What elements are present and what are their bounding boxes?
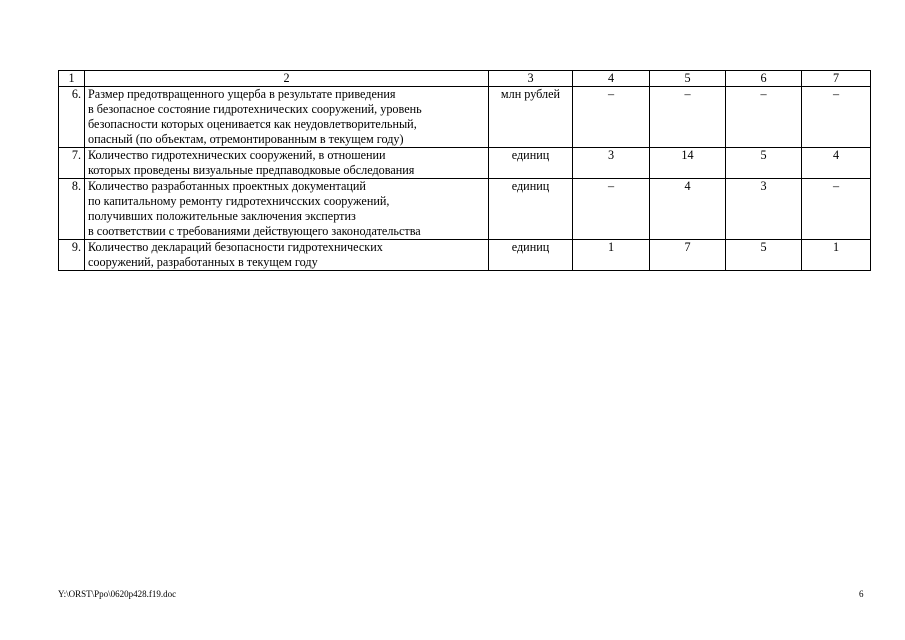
- header-cell: 3: [489, 71, 573, 87]
- row-unit: единиц: [489, 240, 573, 271]
- row-value: –: [726, 87, 802, 148]
- row-value: 4: [802, 148, 871, 179]
- row-description: [85, 179, 489, 240]
- description-line: Количество деклараций безопасности гидротехнических: [88, 240, 383, 254]
- table-row: [59, 179, 871, 240]
- row-value: 7: [650, 240, 726, 271]
- row-value: 4: [650, 179, 726, 240]
- row-value: –: [802, 179, 871, 240]
- row-value: 14: [650, 148, 726, 179]
- description-line: в соответствии с требованиями действующего законодательства: [88, 224, 421, 238]
- table-header-row: [59, 71, 871, 87]
- description-line: Количество разработанных проектных документаций: [88, 179, 366, 193]
- description-line: Количество гидротехнических сооружений, в отношении: [88, 148, 386, 162]
- description-line: получивших положительные заключения экспертиз: [88, 209, 356, 223]
- description-line: безопасности которых оценивается как неудовлетворительный,: [88, 117, 417, 131]
- indicators-table: [58, 70, 871, 271]
- row-description: [85, 240, 489, 271]
- row-value: –: [802, 87, 871, 148]
- header-cell: 7: [802, 71, 871, 87]
- header-cell: 1: [59, 71, 85, 87]
- table-row: [59, 87, 871, 148]
- header-cell: 5: [650, 71, 726, 87]
- description-line: которых проведены визуальные предпаводковые обследования: [88, 163, 415, 177]
- row-value: 3: [726, 179, 802, 240]
- row-value: 1: [802, 240, 871, 271]
- row-number: 9.: [59, 240, 85, 271]
- row-value: 1: [573, 240, 650, 271]
- row-description: [85, 87, 489, 148]
- description-line: по капитальному ремонту гидротехничсских сооружений,: [88, 194, 390, 208]
- row-value: –: [573, 87, 650, 148]
- footer-file-path: Y:\ORST\Ppo\0620p428.f19.doc: [58, 589, 177, 599]
- header-cell: 4: [573, 71, 650, 87]
- row-description: [85, 148, 489, 179]
- header-cell: 6: [726, 71, 802, 87]
- table-row: [59, 240, 871, 271]
- row-unit: млн рублей: [489, 87, 573, 148]
- row-number: 8.: [59, 179, 85, 240]
- row-value: –: [573, 179, 650, 240]
- description-line: опасный (по объектам, отремонтированным в текущем году): [88, 132, 404, 146]
- header-cell: 2: [85, 71, 489, 87]
- table-row: [59, 148, 871, 179]
- footer-page-number: 6: [859, 589, 864, 599]
- row-unit: единиц: [489, 179, 573, 240]
- row-unit: единиц: [489, 148, 573, 179]
- row-value: 5: [726, 148, 802, 179]
- row-value: 3: [573, 148, 650, 179]
- row-value: –: [650, 87, 726, 148]
- row-value: 5: [726, 240, 802, 271]
- row-number: 7.: [59, 148, 85, 179]
- row-number: 6.: [59, 87, 85, 148]
- description-line: в безопасное состояние гидротехнических сооружений, уровень: [88, 102, 422, 116]
- description-line: Размер предотвращенного ущерба в результате приведения: [88, 87, 396, 101]
- description-line: сооружений, разработанных в текущем году: [88, 255, 318, 269]
